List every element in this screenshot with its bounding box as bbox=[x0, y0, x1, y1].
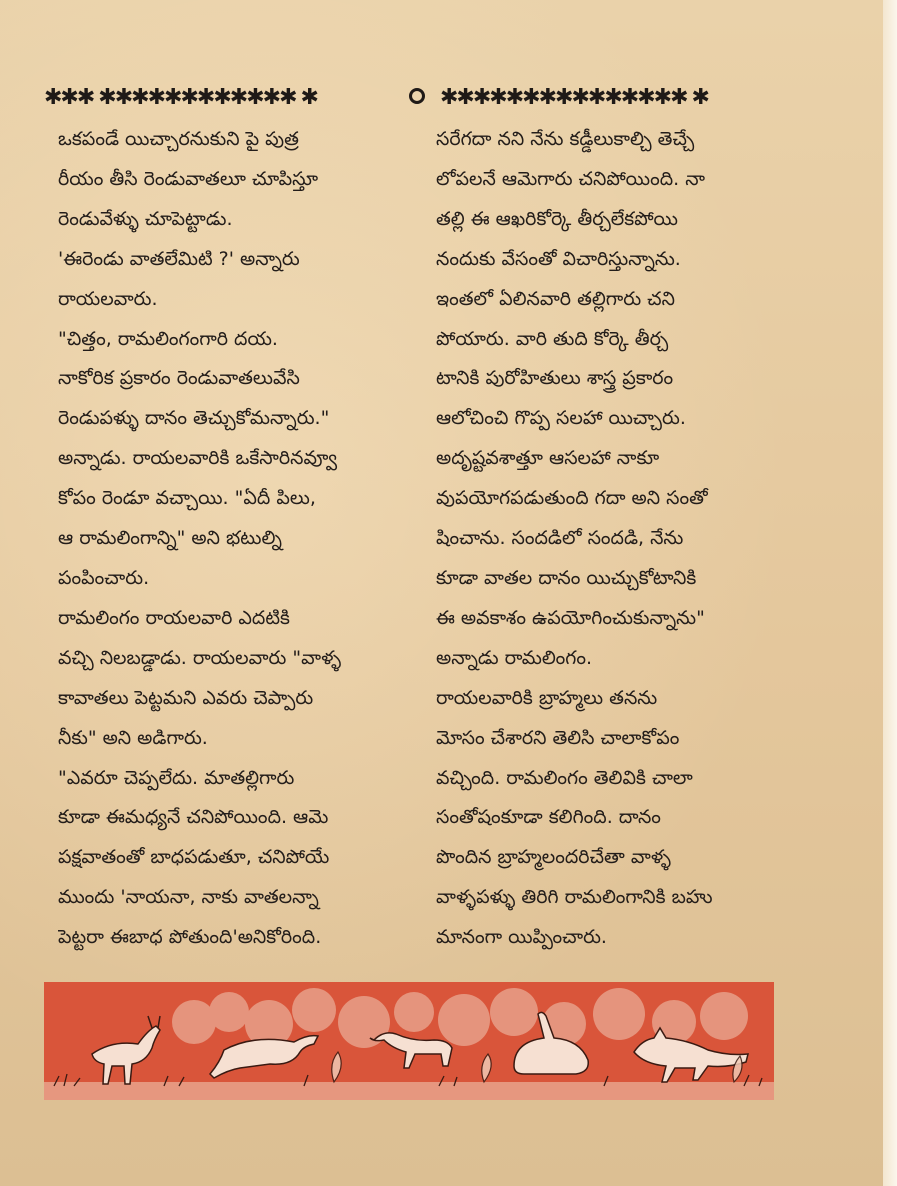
text-line: ఆ రామలింగాన్ని" అని భటుల్ని bbox=[58, 527, 283, 550]
text-line: నీకు" అని అడిగారు. bbox=[58, 726, 208, 749]
text-line: అదృష్టవశాత్తూ ఆసలహా నాకూ bbox=[436, 447, 660, 470]
ornament-pattern-right: ✱✱✱✱✱✱✱✱✱✱✱✱✱✱✱ ✱ bbox=[440, 85, 708, 110]
ground-strip bbox=[44, 1082, 774, 1100]
text-line: "చిత్తం, రామలింగంగారి దయ. bbox=[58, 327, 278, 350]
text-line: మోసం చేశారని తెలిసి చాలాకోపం bbox=[436, 726, 680, 749]
text-line: మానంగా యిప్పించారు. bbox=[436, 926, 607, 949]
animal-frieze-illustration bbox=[44, 982, 774, 1100]
text-line: పొందిన బ్రాహ్మలందరిచేతా వాళ్ళ bbox=[436, 846, 671, 869]
text-line: పక్షవాతంతో బాధపడుతూ, చనిపోయే bbox=[58, 846, 330, 869]
text-line: రీయం తీసి రెండువాతలూ చూపిస్తూ bbox=[58, 167, 319, 190]
text-line: కావాతలు పెట్టమని ఎవరు చెప్పారు bbox=[58, 686, 314, 709]
ornament-pattern-left: ✱✱✱ ✱✱✱✱✱✱✱✱✱✱✱✱ ✱ bbox=[44, 85, 317, 110]
text-line: అన్నాడు. రాయలవారికి ఒకేసారినవ్వూ bbox=[58, 447, 338, 470]
ornament-border-left bbox=[44, 84, 398, 112]
text-line: తల్లి ఈ ఆఖరికోర్కె తీర్చలేకపోయి bbox=[436, 207, 678, 230]
text-line: వుపయోగపడుతుంది గదా అని సంతో bbox=[436, 487, 708, 510]
text-line: రామలింగం రాయలవారి ఎదటికి bbox=[58, 606, 290, 629]
text-line: వచ్చి నిలబడ్డాడు. రాయలవారు "వాళ్ళ bbox=[58, 646, 342, 669]
text-line: "ఎవరూ చెప్పలేదు. మాతల్లిగారు bbox=[58, 766, 295, 789]
text-line: నందుకు వేసంతో విచారిస్తున్నాను. bbox=[436, 247, 681, 270]
right-text-column bbox=[436, 120, 788, 958]
text-line: ఇంతలో ఏలినవారి తల్లిగారు చని bbox=[436, 287, 675, 310]
text-line: పంపించారు. bbox=[58, 566, 150, 589]
text-line: వాళ్ళపళ్ళు తిరిగి రామలింగానికి బహు bbox=[436, 886, 713, 909]
text-line: రాయలవారికి బ్రాహ్మలు తనను bbox=[436, 686, 658, 709]
text-line: నాకోరిక ప్రకారం రెండువాతలువేసి bbox=[58, 367, 300, 390]
text-line: అన్నాడు రామలింగం. bbox=[436, 646, 593, 669]
text-line: షించాను. సందడిలో సందడి, నేను bbox=[436, 527, 684, 550]
text-line: 'ఈరెండు వాతలేమిటి ?' అన్నారు bbox=[58, 247, 300, 270]
left-text-column bbox=[58, 120, 416, 958]
text-line: ఈ అవకాశం ఉపయోగించుకున్నాను" bbox=[436, 606, 705, 629]
text-line: రెండుపళ్ళు దానం తెచ్చుకోమన్నారు." bbox=[58, 407, 330, 430]
text-line: సంతోషంకూడా కలిగింది. దానం bbox=[436, 806, 661, 829]
text-line: లోపలనే ఆమెగారు చనిపోయింది. నా bbox=[436, 167, 705, 190]
text-line: ఆలోచించి గొప్ప సలహా యిచ్చారు. bbox=[436, 407, 686, 430]
text-line: పోయారు. వారి తుది కోర్కె తీర్చ bbox=[436, 327, 669, 350]
text-line: రెండువేళ్ళు చూపెట్టాడు. bbox=[58, 207, 233, 230]
text-line: సరేగదా నని నేను కడ్డీలుకాల్చి తెచ్చే bbox=[436, 128, 695, 150]
text-line: కోపం రెండూ వచ్చాయి. "ఏదీ పిలు, bbox=[58, 487, 316, 510]
page-edge bbox=[883, 0, 897, 1186]
ornament-border-right bbox=[440, 84, 804, 112]
text-line: ఒకపండే యిచ్చారనుకుని పై పుత్ర bbox=[58, 128, 299, 150]
text-line: వచ్చింది. రామలింగం తెలివికి చాలా bbox=[436, 766, 693, 789]
ornament-ring-icon bbox=[409, 88, 425, 104]
frieze-drawing bbox=[44, 982, 774, 1100]
text-line: కూడా వాతల దానం యిచ్చుకోటానికి bbox=[436, 566, 697, 589]
text-line: ముందు 'నాయనా, నాకు వాతలన్నా bbox=[58, 886, 319, 909]
text-line: పెట్టరా ఈబాధ పోతుంది'అనికోరింది. bbox=[58, 926, 322, 949]
text-line: రాయలవారు. bbox=[58, 287, 158, 310]
text-line: టానికి పురోహితులు శాస్త్ర ప్రకారం bbox=[436, 367, 674, 390]
text-line: కూడా ఈమధ్యనే చనిపోయింది. ఆమె bbox=[58, 806, 329, 829]
